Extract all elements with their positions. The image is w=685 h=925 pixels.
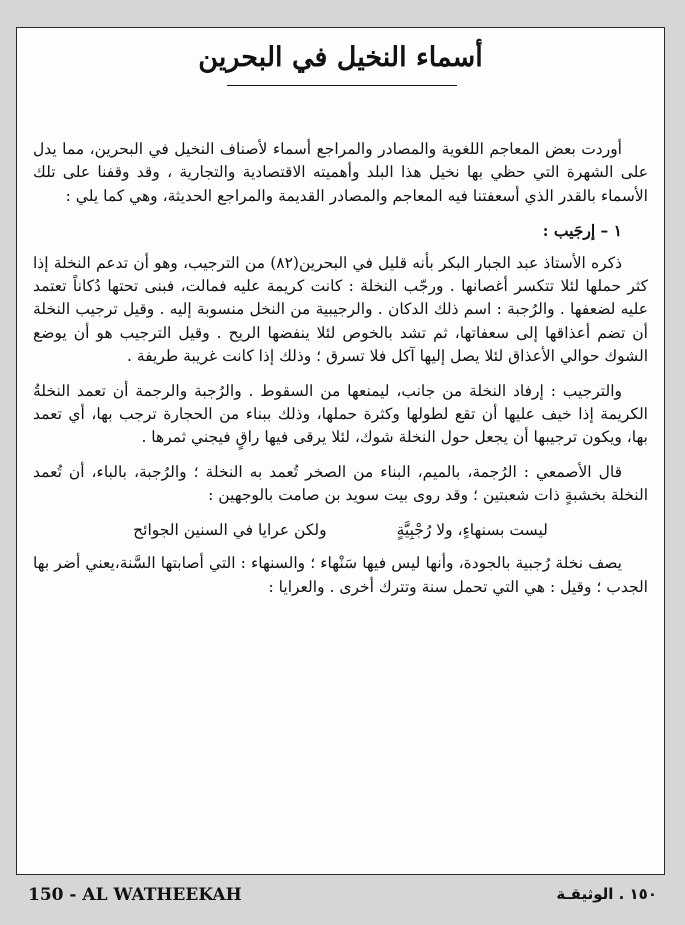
- page-frame: [16, 27, 665, 875]
- paragraph: ذكره الأستاذ عبد الجبار البكر بأنه قليل في البحرين(٨٢) من الترجيب، وهو أن تدعم النخلة إذا كثر حملها لئلا تتكسر أغصانها . ورجّب النخلة : كانت كريمة عليه فمالت، فبنى تحتها دُكاناً تعتمد عليه لضعفها . والرُجبة : اسم ذلك الدكان . والرجيبية من النخل منسوبة إليه . وقيل ترجيب النخلة أن تضم أعذاقها إلى سعفاتها، ثم تشد بالخوص لئلا ينفضها الريح . وقيل الترجيب هو أن يوضع الشوك حوالي الأعذاق لئلا يصل إليها آكل فلا تسرق ؛ وذلك إذا كانت غريبة طريفة .: [33, 253, 648, 366]
- verse-first-half: ليست بسنهاءٍ، ولا رُجْبِيَّةٍ: [396, 520, 548, 539]
- footer-page-label-ar: ١٥٠ . الوثيقـة: [556, 885, 657, 903]
- verse-second-half: ولكن عرايا في السنين الجوائح: [133, 520, 327, 539]
- footer-page-label-en: 150 - AL WATHEEKAH: [28, 885, 242, 905]
- page-footer: [28, 885, 657, 913]
- poem-verse: [33, 519, 648, 542]
- paragraph: قال الأصمعي : الرُجمة، بالميم، البناء من الصخر تُعمد به النخلة ؛ والرُجبة، بالباء، أن تُعمد النخلة بخشبةٍ ذات شعبتين ؛ وقد روى بيت سويد بن صامت بالوجهين :: [33, 462, 648, 505]
- section-heading: ١ – إرجَيب :: [542, 221, 622, 241]
- paragraph-intro: أوردت بعض المعاجم اللغوية والمصادر والمراجع أسماء لأصناف النخيل في البحرين، مما يدل على الشهرة التي حظي بها نخيل هذا البلد وأهميته الاقتصادية والتجارية ، وقد وقفنا على تلك الأسماء بالقدر الذي أسعفتنا فيه المعاجم والمصادر القديمة والمراجع الحديثة، وهي كما يلي :: [33, 140, 648, 205]
- article-body: [33, 138, 648, 610]
- paragraph: يصف نخلة رُجبية بالجودة، وأنها ليس فيها سَنْهاء ؛ والسنهاء : التي أصابتها السَّنة،يعني أضر بها الجدب ؛ وقيل : هي التي تحمل سنة وتترك أخرى . والعرايا :: [33, 554, 648, 596]
- paragraph: والترجيب : إرفاد النخلة من جانب، ليمنعها من السقوط . والرُجبة والرجمة أن تعمد النخلةُ الكريمة إذا خيف عليها أن تقع لطولها وكثرة حملها، وذلك ببناء من الحجارة ترجب بها، أي تعمد بها، ويكون ترجيبها أن يجعل حول النخلة شوك، لئلا يرقى فيها راقٍ فيجني ثمرها .: [33, 381, 648, 447]
- title-underline: [227, 85, 457, 86]
- page-title: أسماء النخيل في البحرين: [198, 42, 483, 73]
